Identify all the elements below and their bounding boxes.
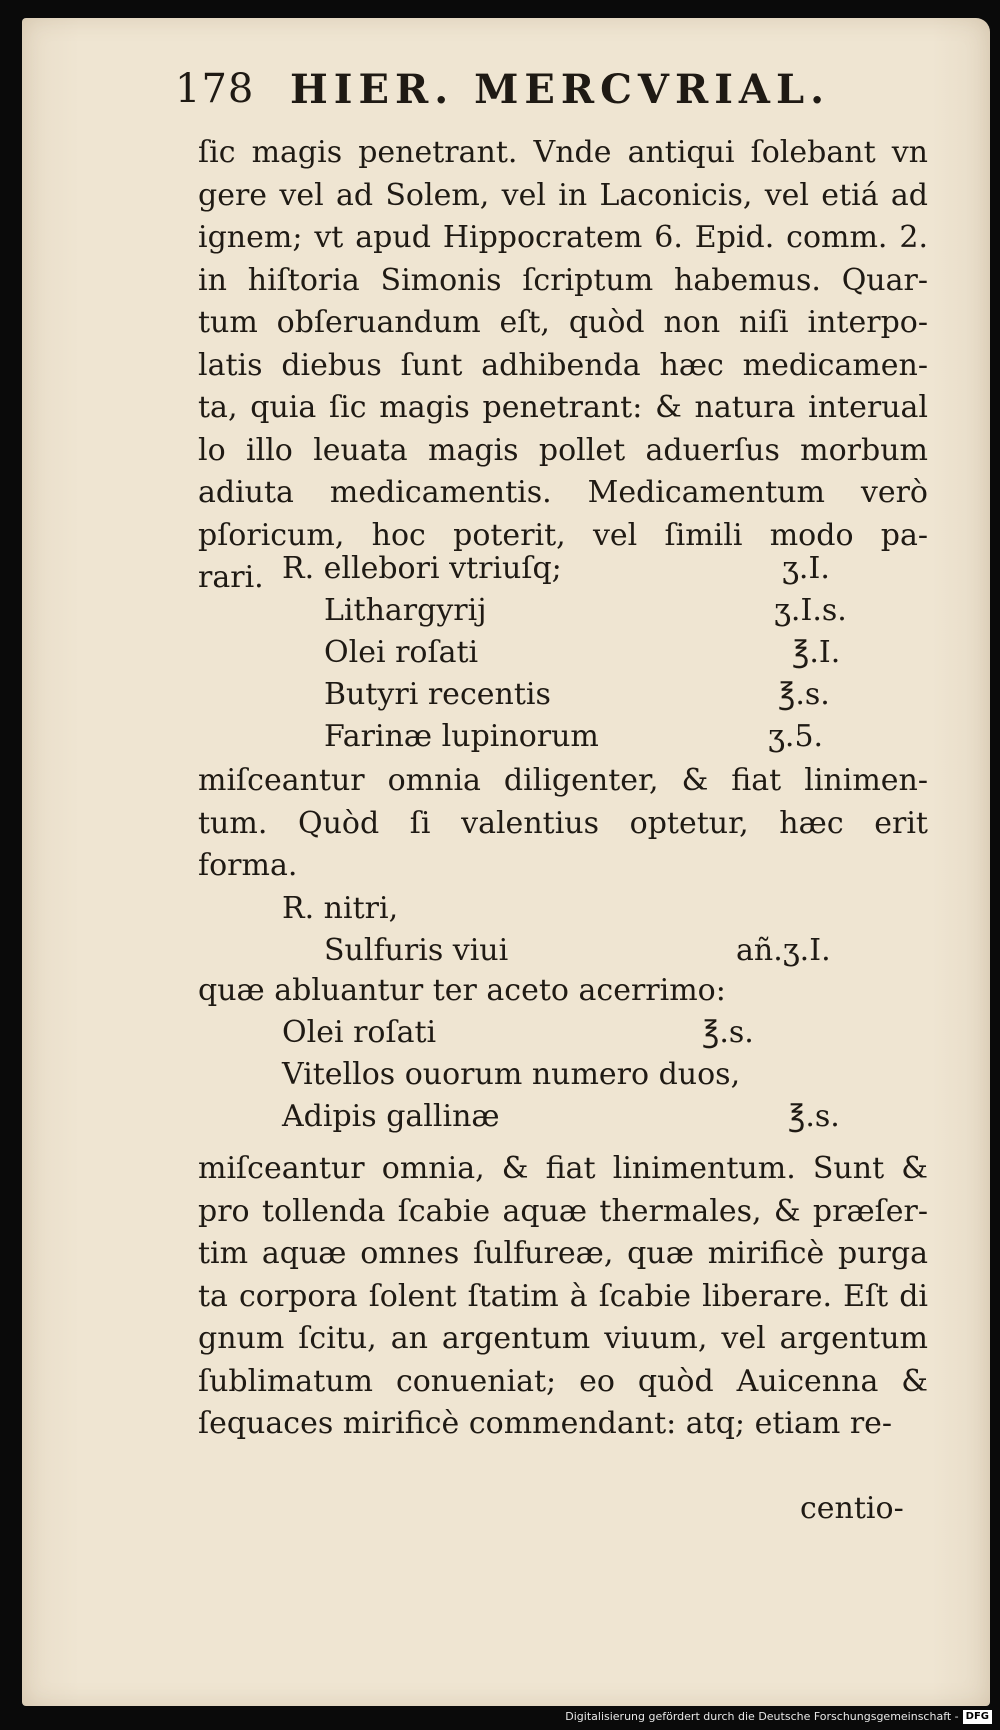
recipe-line — [282, 632, 902, 674]
dose: añ.ʒ.I. — [736, 933, 831, 968]
dose: ʒ.I.s. — [774, 593, 847, 628]
ingredient: Olei roſati — [324, 635, 479, 670]
page-number: 178 — [175, 66, 255, 112]
running-head: HIER. MERCVRIAL. — [290, 66, 831, 113]
paragraph-2 — [198, 760, 928, 888]
catchword: centio- — [800, 1491, 904, 1526]
text-line: miſceantur omnia, & fiat linimentum. Sunt & — [198, 1151, 928, 1186]
ingredient: Vitellos ouorum numero duos, — [282, 1057, 741, 1092]
text-line: gnum ſcitu, an argentum viuum, vel argentum — [198, 1321, 928, 1356]
ingredient: R. nitri, — [282, 891, 399, 926]
recipe-2-part-b — [282, 1012, 902, 1138]
recipe-line — [282, 674, 902, 716]
text-line: in hiſtoria Simonis ſcriptum habemus. Quar- — [198, 262, 928, 298]
ingredient: Adipis gallinæ — [282, 1099, 500, 1134]
recipe-line — [282, 1096, 902, 1138]
recipe-line — [282, 930, 902, 972]
text-line: forma. — [198, 848, 298, 883]
ingredient: R. ellebori vtriuſq; — [282, 551, 562, 586]
text-line: tum. Quòd ſi valentius optetur, hæc erit — [198, 805, 928, 841]
ingredient: Butyri recentis — [324, 677, 551, 712]
paragraph-3 — [198, 1148, 928, 1446]
text-line: tim aquæ omnes ſulfureæ, quæ mirificè purga — [198, 1236, 928, 1271]
recipe-line — [282, 590, 902, 632]
text-line: ta corpora ſolent ſtatim à ſcabie liberare. Eſt di — [198, 1278, 928, 1314]
ingredient: Sulfuris viui — [324, 933, 509, 968]
dose: ℥.I. — [792, 635, 841, 670]
digitization-footer — [565, 1708, 992, 1726]
recipe-1 — [282, 548, 902, 758]
recipe-line — [282, 1012, 902, 1054]
text-line: lo illo leuata magis pollet aduerſus morbum — [198, 432, 928, 468]
recipe-line — [282, 888, 902, 930]
text-line: tum obſeruandum eſt, quòd non niſi interpo- — [198, 305, 928, 340]
footer-credit: Digitalisierung gefördert durch die Deutsche Forschungsgemeinschaft - — [565, 1710, 959, 1723]
dose: ℥.s. — [702, 1015, 754, 1050]
paragraph-1 — [198, 132, 928, 600]
text-line: ta, quia ſic magis penetrant: & natura interual — [198, 390, 928, 425]
ingredient: Lithargyrij — [324, 593, 487, 628]
page-header — [175, 58, 855, 126]
text-line: latis diebus ſunt adhibenda hæc medicamen- — [198, 347, 928, 383]
text-line: miſceantur omnia diligenter, & fiat linimen- — [198, 763, 928, 798]
recipe-line — [282, 548, 902, 590]
text-line: ſic magis penetrant. Vnde antiqui ſolebant vn — [198, 135, 928, 170]
dfg-logo-icon: DFG — [963, 1710, 992, 1724]
text-line: gere vel ad Solem, vel in Laconicis, vel etiá ad — [198, 177, 928, 213]
text-line: ſequaces mirificè commendant: atq; etiam re- — [198, 1406, 893, 1441]
ingredient: Olei roſati — [282, 1015, 437, 1050]
recipe-2-part-a — [282, 888, 902, 972]
recipe-2-note-block — [198, 970, 928, 1013]
recipe-2-note: quæ abluantur ter aceto acerrimo: — [198, 973, 726, 1008]
text-line: ſublimatum conueniat; eo quòd Auicenna & — [198, 1363, 928, 1399]
text-line: ignem; vt apud Hippocratem 6. Epid. comm. 2. — [198, 220, 928, 255]
text-line: rari. — [198, 560, 264, 595]
recipe-line — [282, 716, 902, 758]
recipe-line — [282, 1054, 902, 1096]
text-line: adiuta medicamentis. Medicamentum verò — [198, 475, 928, 510]
dose: ℥.s. — [778, 677, 830, 712]
dose: ʒ.5. — [768, 719, 824, 754]
dose: ℥.s. — [788, 1099, 840, 1134]
text-line: pſoricum, hoc poterit, vel ſimili modo pa- — [198, 517, 928, 553]
text-line: pro tollenda ſcabie aquæ thermales, & præſer- — [198, 1193, 928, 1229]
dose: ʒ.I. — [782, 551, 830, 586]
ingredient: Farinæ lupinorum — [324, 719, 599, 754]
